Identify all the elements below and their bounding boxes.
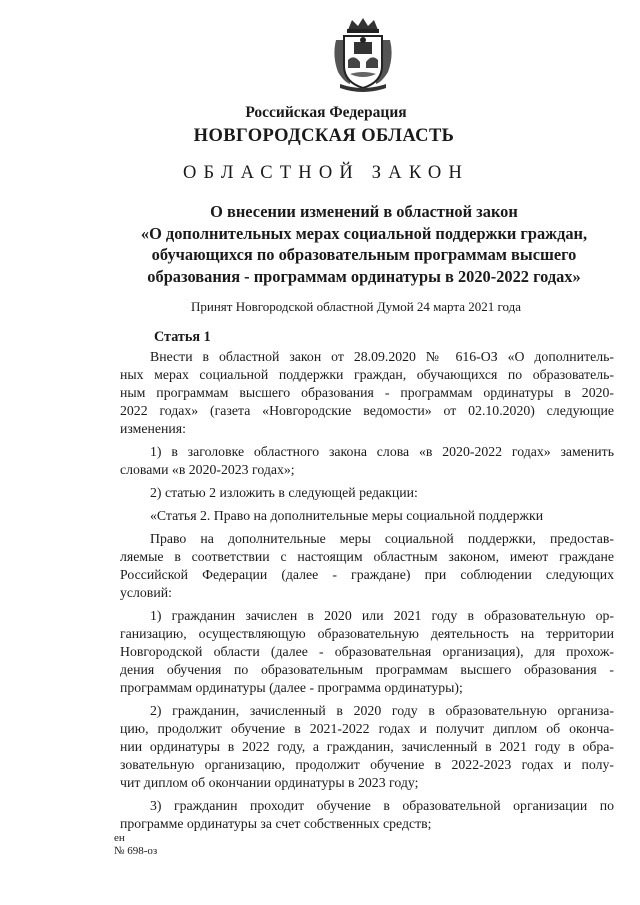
law-title-line: «О дополнительных мерах социальной поддержки граждан, — [140, 223, 588, 243]
text-line: Внести в областной закон от 28.09.2020 № 616-ОЗ «О дополнитель- — [150, 349, 614, 364]
text-line: 3) гражданин проходит обучение в образовательной организации по — [150, 798, 614, 813]
text-line: ляемые в соответствии с настоящим областным законом, имеют граждане — [120, 549, 614, 564]
novgorod-coat-of-arms-icon — [330, 16, 396, 92]
text-line: 2022 годах» (газета «Новгородские ведомости» от 02.10.2020) следующие — [120, 403, 614, 418]
text-line: программам ординатуры (далее - программа ординатуры); — [120, 680, 463, 695]
text-line: ным программам высшего образования - программам ординатуры в 2020- — [120, 385, 614, 400]
law-title-line: О внесении изменений в областной закон — [210, 202, 518, 221]
text-line: дения обучения по образовательным программам высшего образования - — [120, 662, 614, 677]
article-heading: Статья 1 — [154, 329, 211, 345]
text-line: условий: — [120, 585, 172, 600]
text-line: нии ординатуры в 2022 году, а гражданин, зачисленный в 2021 году в обра- — [120, 739, 614, 754]
law-title-line: образования - программам ординатуры в 2020-2022 годах» — [147, 266, 581, 286]
text-line: зовательную организацию, продолжит обучение в 2022-2023 годах и полу- — [120, 757, 614, 772]
text-line: словами «в 2020-2023 годах»; — [120, 462, 295, 477]
text-line: 2) гражданин, зачисленный в 2020 году в образовательную организа- — [150, 703, 614, 718]
document-footer — [114, 832, 157, 858]
text-line: цию, продолжит обучение в 2021-2022 годах и получит диплом об оконча- — [120, 721, 614, 736]
paragraph-condition-2 — [120, 702, 614, 792]
paragraph-right-conditions — [120, 530, 614, 602]
federation-name: Российская Федерация — [245, 104, 407, 121]
text-line: программе ординатуры за счет собственных средств; — [120, 816, 432, 831]
text-line: «Статья 2. Право на дополнительные меры социальной поддержки — [150, 508, 544, 523]
article-body — [120, 348, 614, 838]
paragraph-condition-1 — [120, 607, 614, 697]
text-line: Новгородской области (далее - образовательная организация), для прохож- — [120, 644, 614, 659]
paragraph-amend-intro — [120, 348, 614, 438]
paragraph-article-2-heading — [120, 507, 614, 525]
text-line: 1) гражданин зачислен в 2020 или 2021 году в образовательную ор- — [150, 608, 614, 623]
law-title-line: обучающихся по образовательным программам высшего — [151, 245, 577, 264]
paragraph-condition-3 — [120, 797, 614, 833]
text-line: 1) в заголовке областного закона слова «в 2020-2022 годах» заменить — [150, 444, 614, 459]
text-line: Право на дополнительные меры социальной поддержки, предостав- — [150, 531, 614, 546]
text-line: Российской Федерации (далее - граждане) при соблюдении следующих — [120, 567, 614, 582]
paragraph-item-2 — [120, 484, 614, 502]
text-line: 2) статью 2 изложить в следующей редакции: — [150, 485, 418, 500]
text-line: чит диплом об окончании ординатуры в 2023 году; — [120, 775, 419, 790]
text-line: ных мерах социальной поддержки граждан, обучающихся по образователь- — [120, 367, 614, 382]
adoption-note: Принят Новгородской областной Думой 24 марта 2021 года — [190, 299, 522, 314]
law-title — [108, 201, 620, 287]
law-type: ОБЛАСТНОЙ ЗАКОН — [182, 163, 470, 183]
footer-doc-number: № 698-оз — [114, 845, 158, 857]
footer-initials: ен — [114, 832, 125, 844]
paragraph-item-1 — [120, 443, 614, 479]
region-name: НОВГОРОДСКАЯ ОБЛАСТЬ — [193, 126, 455, 146]
text-line: ганизацию, осуществляющую образовательную деятельность на территории — [120, 626, 614, 641]
text-line: изменения: — [120, 421, 186, 436]
